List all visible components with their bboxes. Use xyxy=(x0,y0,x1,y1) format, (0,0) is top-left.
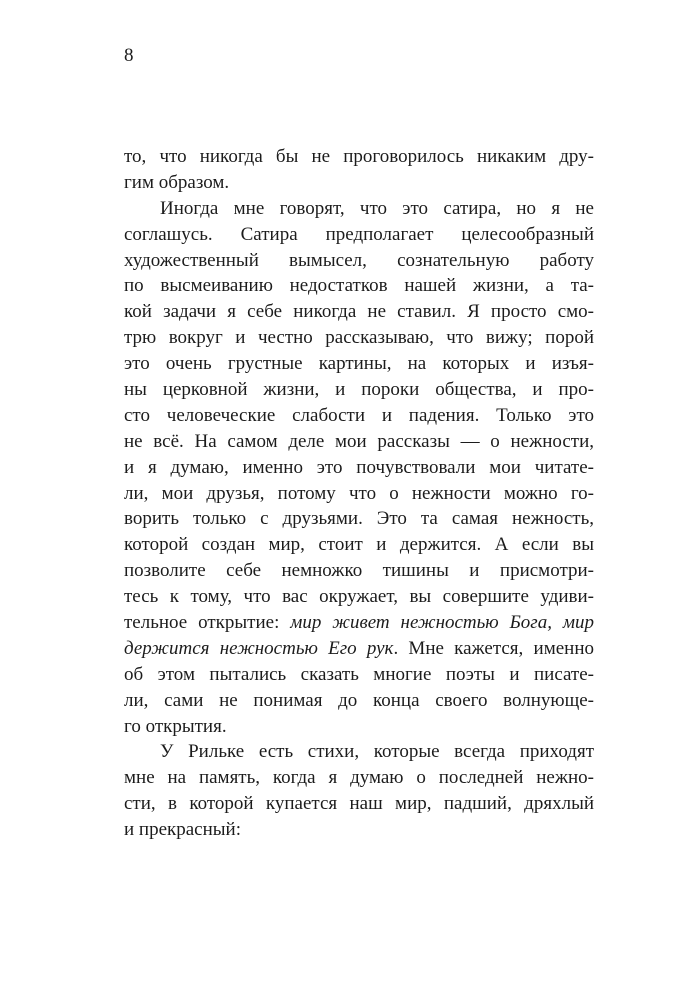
text-line: по высмеиванию недостатков нашей жизни, а та- xyxy=(124,275,594,297)
text-line xyxy=(124,610,594,636)
text-line: об этом пытались сказать многие поэты и писате- xyxy=(124,663,594,685)
text-line: то, что никогда бы не проговорилось никаким дру- xyxy=(124,146,594,167)
text-line: кой задачи я себе никогда не ставил. Я просто смо- xyxy=(124,301,594,323)
page-number: 8 xyxy=(124,45,134,66)
text-line: мне на память, когда я думаю о последней нежно- xyxy=(124,767,594,789)
text-line: это очень грустные картины, на которых и изъя- xyxy=(124,353,594,375)
text-line: Иногда мне говорят, что это сатира, но я не xyxy=(160,197,594,219)
text-line: У Рильке есть стихи, которые всегда приходят xyxy=(160,741,594,763)
text-line: ворить только с друзьями. Это та самая нежность, xyxy=(124,508,594,530)
body-text xyxy=(124,144,594,843)
text-line: ны церковной жизни, и пороки общества, и про- xyxy=(124,379,594,401)
text-line: гим образом. xyxy=(124,171,230,193)
text-line: и прекрасный: xyxy=(124,819,241,841)
text-line: тесь к тому, что вас окружает, вы совершите удиви- xyxy=(124,586,594,608)
text-line: не всё. На самом деле мои рассказы — о нежности, xyxy=(124,430,594,452)
text-line: позволите себе немножко тишины и присмотри- xyxy=(124,560,594,582)
text-fragment: тельное открытие: xyxy=(124,612,291,634)
italic-fragment: держится нежностью Его рук xyxy=(124,637,394,659)
text-line xyxy=(124,636,594,662)
text-line: сти, в которой купается наш мир, падший, дряхлый xyxy=(124,793,594,815)
text-fragment: . Мне кажется, именно xyxy=(393,637,594,659)
text-line: которой создан мир, стоит и держится. А если вы xyxy=(124,534,594,556)
italic-fragment: мир живет нежностью Бога, мир xyxy=(290,612,594,634)
text-line: художественный вымысел, сознательную работу xyxy=(124,249,594,271)
text-line: го открытия. xyxy=(124,715,227,737)
text-line: сто человеческие слабости и падения. Только это xyxy=(124,404,594,426)
text-line: ли, сами не понимая до конца своего волнующе- xyxy=(124,689,594,711)
text-line: ли, мои друзья, потому что о нежности можно го- xyxy=(124,482,594,504)
text-line: трю вокруг и честно рассказываю, что вижу; порой xyxy=(124,327,594,349)
text-line: соглашусь. Сатира предполагает целесообразный xyxy=(124,223,594,245)
text-line: и я думаю, именно это почувствовали мои читате- xyxy=(124,456,594,478)
